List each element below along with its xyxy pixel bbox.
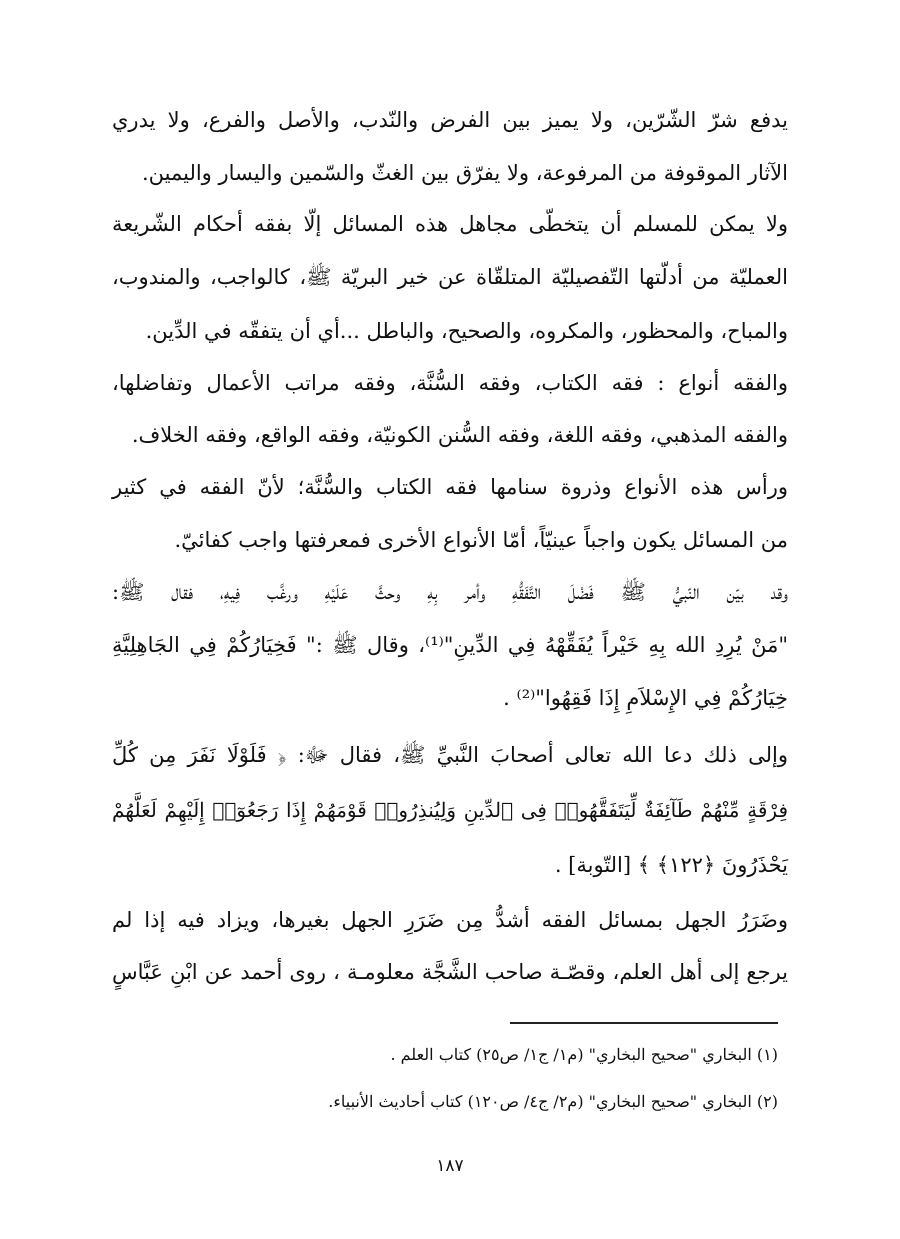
page-number: ١٨٧ xyxy=(436,1156,464,1176)
text-line: الآثار الموقوفة من المرفوعة، ولا يفرّق بين الغثّ والسّمين واليسار واليمين. xyxy=(141,161,788,185)
text-line: خِيَارُكُمْ فِي الإِسْلاَمِ إِذَا فَقِهُوا"⁽²⁾ . xyxy=(503,686,788,710)
quran-verse-line: يَحْذَرُونَ ﴿١٢٢﴾ ﴾ [التّوبة] . xyxy=(554,853,788,877)
text-line: وقد بيّن النّبيُّ ﷺ فَضْلَ التَّفَقُّهِ وأمر بِهِ وحثَّ عَلَيْهِ ورغَّب فِيهِ، فقال ﷺ: xyxy=(112,580,788,604)
footnote: (١) البخاري "صحيح البخاري" (م١/ ج١/ ص٢٥) كتاب العلم . xyxy=(390,1045,778,1064)
text-line: يرجع إلى أهل العلم، وقصّـة صاحب الشَّجَّة معلومـة ، روى أحمد عن ابْنِ عَبَّاسٍ xyxy=(112,960,788,984)
quran-verse-line: فِرْقَةٍ مِّنْهُمْ طَآئِفَةٌ لِّيَتَفَقَّهُوا۟ فِى ٱلدِّينِ وَلِيُنذِرُوا۟ قَوْمَهُمْ إِذَا رَجَعُوٓا۟ إِلَيْهِمْ لَعَلَّهُمْ xyxy=(112,798,788,822)
text-line: وضَرَرُ الجهل بمسائل الفقه أشدُّ مِن ضَرَرِ الجهل بغيرها، ويزاد فيه إذا لم xyxy=(112,908,788,932)
text-line: "مَنْ يُرِدِ الله بِهِ خَيْراً يُفَقِّهْهُ فِي الدِّينِ"⁽¹⁾، وقال ﷺ :" فَخِيَارُكُمْ فِي الجَاهِلِيَّةِ xyxy=(112,633,788,657)
text-line: العمليّة من أدلّتها التّفصيليّة المتلقّاة عن خير البريّة ﷺ، كالواجب، والمندوب، xyxy=(112,265,788,289)
text-line: ولا يمكن للمسلم أن يتخطّى مجاهل هذه المسائل إلّا بفقه أحكام الشّريعة xyxy=(112,212,788,236)
text-line: والفقه أنواع : فقه الكتاب، وفقه السُّنَّة، وفقه مراتب الأعمال وتفاضلها، xyxy=(112,371,788,395)
footnote-separator xyxy=(510,1022,778,1024)
text-line: من المسائل يكون واجباً عينيّاً، أمّا الأنواع الأخرى فمعرفتها واجب كفائيّ. xyxy=(174,528,788,552)
text-line: والمباح، والمحظور، والمكروه، والصحيح، والباطل ...أي أن يتفقّه في الدِّين. xyxy=(145,319,788,343)
text-line: وإلى ذلك دعا الله تعالى أصحابَ النَّبيِّ ﷺ، فقال ﷻ: ﴿ فَلَوْلَا نَفَرَ مِن كُلِّ xyxy=(112,743,788,767)
footnote: (٢) البخاري "صحيح البخاري" (م٢/ ج٤/ ص١٢٠) كتاب أحاديث الأنبياء. xyxy=(328,1092,778,1111)
text-line: ورأس هذه الأنواع وذروة سنامها فقه الكتاب والسُّنَّة؛ لأنّ الفقه في كثير xyxy=(112,475,788,499)
text-line: يدفع شرّ الشّرّين، ولا يميز بين الفرض والنّدب، والأصل والفرع، ولا يدري xyxy=(112,108,788,132)
text-line: والفقه المذهبي، وفقه اللغة، وفقه السُّنن الكونيّة، وفقه الواقع، وفقه الخلاف. xyxy=(131,423,788,447)
